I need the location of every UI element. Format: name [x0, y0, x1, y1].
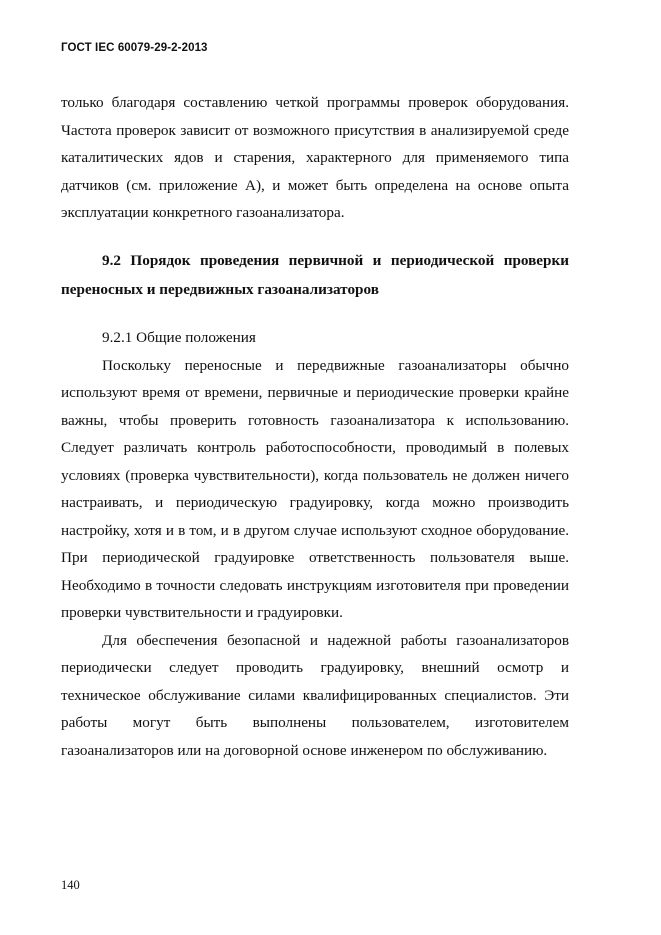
subsection-block — [61, 324, 569, 764]
body-paragraph-1: Поскольку переносные и передвижные газоанализаторы обычно используют время от времени, первичные и периодические проверки крайне важны, чтобы проверить готовность газоанализатора к использованию. Следует различать контроль работоспособности, проводимый в полевых условиях (проверка чувствительности), когда пользователь не должен ничего настраивать, и периодическую градуировку, когда можно производить настройку, хотя и в том, и в другом случае используют сходное оборудование. При периодической градуировке ответственность пользователя выше. Необходимо в точности следовать инструкциям изготовителя при проведении проверки чувствительности и градуировки. — [61, 356, 569, 621]
intro-block — [61, 89, 569, 227]
subsection-title: 9.2.1 Общие положения — [102, 329, 256, 346]
section-heading — [61, 246, 569, 304]
document-header: ГОСТ IEC 60079-29-2-2013 — [61, 42, 208, 54]
section-heading-text: 9.2 Порядок проведения первичной и периодической проверки переносных и передвижных газоанализаторов — [61, 252, 569, 298]
intro-paragraph: только благодаря составлению четкой программы проверок оборудования. Частота проверок зависит от возможного присутствия в анализируемой среде каталитических ядов и старения, характерного для применяемого типа датчиков (см. приложение А), и может быть определена на основе опыта эксплуатации конкретного газоанализатора. — [61, 94, 569, 221]
page-number: 140 — [61, 878, 80, 892]
body-paragraph-2: Для обеспечения безопасной и надежной работы газоанализаторов периодически следует проводить градуировку, внешний осмотр и техническое обслуживание силами квалифицированных специалистов. Эти работы могут быть выполнены пользователем, изготовителем газоанализаторов или на договорной основе инженером по обслуживанию. — [61, 631, 569, 759]
